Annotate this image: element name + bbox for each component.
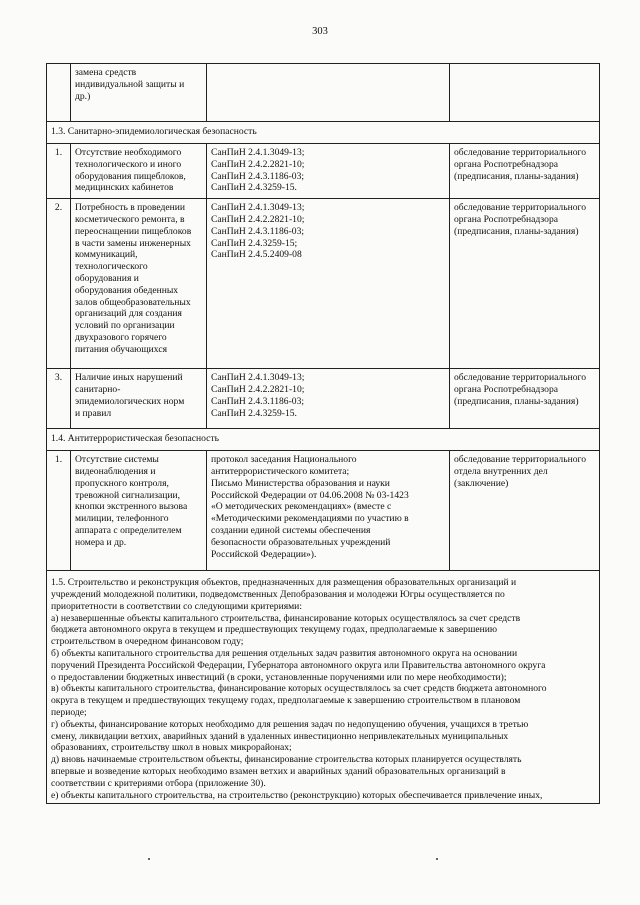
row-number bbox=[47, 64, 71, 122]
regulation-text: СанПиН 2.4.2.2821-10; bbox=[211, 213, 305, 225]
requirements-table bbox=[46, 63, 600, 804]
basis-cell bbox=[450, 199, 600, 369]
regulation-text: Письмо Министерства образования и науки bbox=[211, 477, 390, 489]
problem-text: Отсутствие необходимого bbox=[75, 147, 182, 158]
regulation-text: «Методическими рекомендациями по участию в bbox=[211, 513, 409, 525]
table-row bbox=[47, 199, 600, 369]
regulation-text: СанПиН 2.4.3259-15; bbox=[211, 237, 298, 249]
row-number: 1. bbox=[47, 144, 71, 199]
paragraph-line: смену, ликвидации ветхих, аварийных зданий в удаленных инвестиционно непривлекательных муниципальных bbox=[51, 730, 509, 742]
problem-text: тревожной сигнализации, bbox=[75, 489, 181, 501]
problem-text: оборудования и bbox=[75, 272, 139, 284]
basis-cell bbox=[450, 64, 600, 122]
paragraph-line: б) объекты капитального строительства для решения отдельных задач развития автономного округа на основании bbox=[51, 647, 518, 659]
section-heading: 1.4. Антитеррористическая безопасность bbox=[47, 429, 600, 451]
basis-text: (предписания, планы-задания) bbox=[454, 395, 579, 407]
problem-text: оборудования пищеблоков, bbox=[75, 170, 186, 182]
basis-text: обследование территориального bbox=[454, 372, 587, 384]
regulation-text: СанПиН 2.4.3.1186-03; bbox=[211, 170, 305, 182]
paragraph-line: о предоставлении бюджетных инвестиций (в сроки, установленные поручениями или по мере необходимости); bbox=[51, 671, 507, 683]
problem-text: Потребность в проведении bbox=[75, 202, 186, 214]
regulation-text: «О методических рекомендациях» (вместе с bbox=[211, 501, 392, 513]
table-row bbox=[47, 571, 600, 804]
paragraph-line: в) объекты капитального строительства, финансирование которых осуществлялось за счет средств бюджета автономного bbox=[51, 683, 547, 695]
problem-text: питания обучающихся bbox=[75, 343, 167, 355]
problem-cell bbox=[71, 144, 207, 199]
regulation-text: протокол заседания Национального bbox=[211, 454, 357, 466]
problem-text: аппарата с определителем bbox=[75, 524, 182, 536]
regulation-text: СанПиН 2.4.2.2821-10; bbox=[211, 158, 305, 170]
problem-text: индивидуальной защиты и bbox=[75, 78, 185, 90]
page-number: 303 bbox=[312, 26, 328, 37]
regulation-cell bbox=[207, 144, 450, 199]
regulation-text: СанПиН 2.4.2.2821-10; bbox=[211, 383, 305, 395]
table-row bbox=[47, 64, 600, 122]
paragraph-line: образованиях, строительству школ в новых микрорайонах; bbox=[51, 742, 292, 754]
basis-text: (предписания, планы-задания) bbox=[454, 225, 579, 237]
problem-text: видеонаблюдения и bbox=[75, 465, 156, 477]
problem-text: технологического и иного bbox=[75, 158, 182, 170]
problem-text: в части замены инженерных bbox=[75, 237, 191, 249]
regulation-cell bbox=[207, 451, 450, 571]
basis-text: органа Роспотребнадзора bbox=[454, 383, 558, 395]
basis-text: обследование территориального bbox=[454, 147, 587, 158]
regulation-text: СанПиН 2.4.3259-15. bbox=[211, 182, 297, 194]
basis-text: обследование территориального bbox=[454, 202, 587, 214]
problem-text: технологического bbox=[75, 261, 148, 273]
paragraph-line: поручений Президента Российской Федерации, Губернатора автономного округа или Правительства автономного округа bbox=[51, 659, 546, 671]
paragraph-line: 1.5. Строительство и реконструкция объектов, предназначенных для размещения образовательных организаций и bbox=[51, 577, 517, 589]
basis-text: органа Роспотребнадзора bbox=[454, 158, 558, 170]
section-heading: 1.3. Санитарно-эпидемиологическая безопасность bbox=[47, 122, 600, 144]
regulation-cell bbox=[207, 199, 450, 369]
regulation-text: СанПиН 2.4.3.1186-03; bbox=[211, 395, 305, 407]
problem-cell bbox=[71, 64, 207, 122]
paragraph-line: округа в текущем и предшествующих текущему годах, предполагаемые к завершению строительством в плановом bbox=[51, 695, 521, 707]
paragraph-line: приоритетности в соответствии со следующими критериями: bbox=[51, 600, 302, 612]
paragraph-line: строительством в очередном финансовом году; bbox=[51, 636, 244, 648]
paragraph-line: периоде; bbox=[51, 706, 87, 718]
problem-cell bbox=[71, 369, 207, 429]
scan-speck bbox=[148, 858, 150, 860]
problem-text: номера и др. bbox=[75, 536, 127, 548]
problem-text: коммуникаций, bbox=[75, 249, 138, 261]
row-number: 1. bbox=[47, 451, 71, 571]
paragraph-line: соответствии с критериями отбора (приложение 30). bbox=[51, 777, 266, 789]
problem-text: условий по организации bbox=[75, 320, 175, 332]
table-row bbox=[47, 122, 600, 144]
basis-text: (заключение) bbox=[454, 477, 509, 489]
row-number: 3. bbox=[47, 369, 71, 429]
regulation-text: Российской Федерации от 04.06.2008 № 03-1423 bbox=[211, 489, 409, 501]
problem-cell bbox=[71, 199, 207, 369]
problem-text: Отсутствие системы bbox=[75, 454, 159, 466]
regulation-text: антитеррористического комитета; bbox=[211, 465, 350, 477]
table-row bbox=[47, 369, 600, 429]
problem-text: косметического ремонта, в bbox=[75, 213, 185, 225]
table-row bbox=[47, 144, 600, 199]
paragraph-line: а) незавершенные объекты капитального строительства, финансирование которых осуществлялось за счет средств bbox=[51, 612, 521, 624]
problem-text: переоснащении пищеблоков bbox=[75, 225, 192, 237]
regulation-text: СанПиН 2.4.3259-15. bbox=[211, 407, 297, 419]
basis-text: органа Роспотребнадзора bbox=[454, 213, 558, 225]
scan-speck bbox=[436, 858, 438, 860]
regulation-text: безопасности образовательных учреждений bbox=[211, 536, 391, 548]
problem-text: Наличие иных нарушений bbox=[75, 372, 183, 384]
paragraph-line: бюджета автономного округа в текущем и предшествующих текущему годах, предполагаемые к завершению bbox=[51, 624, 498, 636]
problem-text: милиции, телефонного bbox=[75, 513, 169, 525]
regulation-text: СанПиН 2.4.3.1186-03; bbox=[211, 225, 305, 237]
paragraph-line: впервые и возведение которых необходимо взамен ветхих и аварийных зданий образовательных организаций в bbox=[51, 765, 506, 777]
regulation-text: СанПиН 2.4.1.3049-13; bbox=[211, 202, 305, 214]
row-number: 2. bbox=[47, 199, 71, 369]
problem-text: замена средств bbox=[75, 67, 137, 78]
basis-cell bbox=[450, 451, 600, 571]
regulation-text: СанПиН 2.4.1.3049-13; bbox=[211, 372, 305, 384]
basis-text: отдела внутренних дел bbox=[454, 465, 548, 477]
regulation-text: Российской Федерации»). bbox=[211, 548, 317, 560]
problem-text: и правил bbox=[75, 407, 112, 419]
regulation-text: СанПиН 2.4.5.2409-08 bbox=[211, 249, 302, 261]
problem-text: двухразового горячего bbox=[75, 331, 167, 343]
paragraph-line: д) вновь начинаемые строительством объекты, финансирование строительства которых планируется осуществлять bbox=[51, 754, 522, 766]
regulation-text: создании единой системы обеспечения bbox=[211, 524, 371, 536]
problem-text: залов общеобразовательных bbox=[75, 296, 191, 308]
table-row bbox=[47, 429, 600, 451]
basis-text: обследование территориального bbox=[454, 454, 587, 466]
regulation-text: СанПиН 2.4.1.3049-13; bbox=[211, 147, 305, 158]
section-15-text bbox=[47, 571, 600, 804]
problem-text: кнопки экстренного вызова bbox=[75, 501, 188, 513]
problem-text: оборудования обеденных bbox=[75, 284, 179, 296]
table-row bbox=[47, 451, 600, 571]
problem-text: санитарно- bbox=[75, 383, 121, 395]
regulation-cell bbox=[207, 64, 450, 122]
problem-cell bbox=[71, 451, 207, 571]
basis-cell bbox=[450, 144, 600, 199]
problem-text: др.) bbox=[75, 90, 91, 102]
problem-text: медицинских кабинетов bbox=[75, 182, 174, 194]
paragraph-line: учреждений молодежной политики, подведомственных Депобразования и молодежи Югры осуществляется по bbox=[51, 588, 505, 600]
problem-text: пропускного контроля, bbox=[75, 477, 169, 489]
problem-text: эпидемиологических норм bbox=[75, 395, 185, 407]
regulation-cell bbox=[207, 369, 450, 429]
paragraph-line: г) объекты, финансирование которых необходимо для решения задач по недопущению обучения, учащихся в третью bbox=[51, 718, 529, 730]
basis-text: (предписания, планы-задания) bbox=[454, 170, 579, 182]
basis-cell bbox=[450, 369, 600, 429]
problem-text: организаций для создания bbox=[75, 308, 182, 320]
paragraph-line: е) объекты капитального строительства, на строительство (реконструкцию) которых обеспечивается привлечение иных, bbox=[51, 789, 543, 801]
